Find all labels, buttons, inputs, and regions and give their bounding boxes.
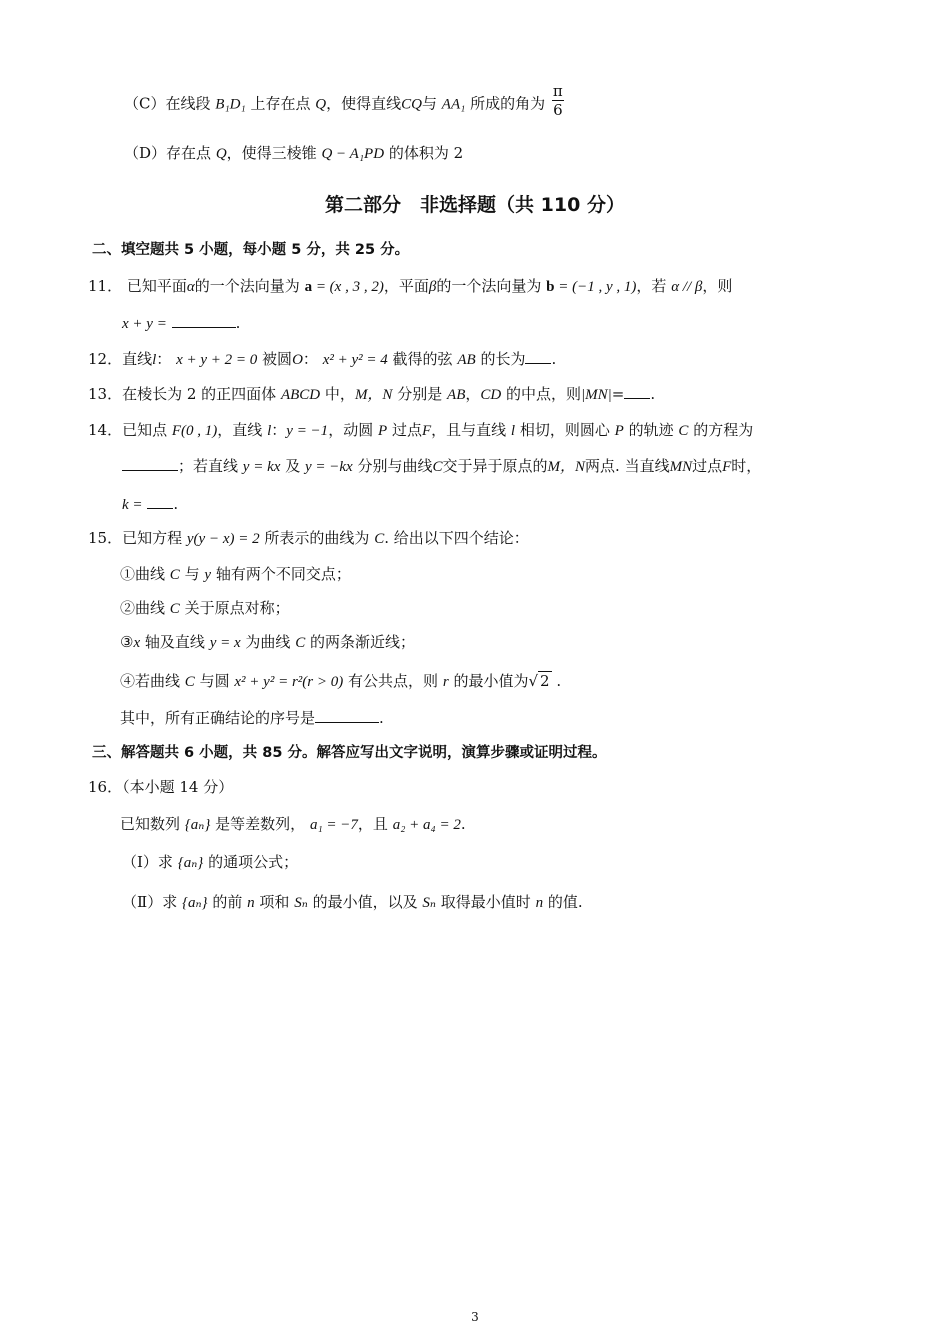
text: 的方程为 [693,421,754,439]
question-11 [88,276,732,297]
math-symbol: MN [669,459,693,475]
math-symbol: O [292,352,303,368]
math-symbol: C [169,601,180,617]
text: 所成的角为 [470,94,546,113]
text: 为曲线 [245,633,291,651]
math-symbol: n [247,895,255,911]
math-symbol: Sₙ [294,895,308,911]
math-symbol: y [204,567,212,583]
text: 的通项公式； [208,853,299,871]
text: 与 [184,565,200,583]
text: . [556,672,562,690]
question-number: 12． [88,350,123,368]
question-number: 14． [88,421,123,439]
math-symbol: P [377,423,388,439]
text: ： [302,350,318,368]
fraction-denominator: 6 [553,101,563,119]
answer-blank[interactable] [525,349,551,364]
answer-blank[interactable] [172,313,236,328]
text: 的一个法向量为 [194,277,300,295]
part2-heading: 第二部分 非选择题（共 110 分） [325,194,625,216]
text: ，直线 [217,421,263,439]
question-11-answer [122,313,240,334]
option-c-label: （C） [124,94,166,113]
math-expression: = (−1 , y , 1) [554,279,637,295]
math-sequence: {aₙ} [181,895,208,911]
math-expression: a₂ + a₄ = 2 [392,817,461,833]
math-expression: F(0 , 1) [171,423,218,439]
text: 过点 [692,457,723,475]
math-symbol: r [442,674,449,690]
math-symbol: C [295,635,306,651]
math-expression: y = −kx [304,459,353,475]
question-16 [88,777,233,797]
math-symbol: C [432,459,443,475]
math-symbol: Sₙ [422,895,436,911]
math-symbol: P [614,423,624,439]
text: 直线 [122,350,153,368]
answer-blank[interactable] [122,456,178,471]
text: . [379,709,384,727]
answer-blank[interactable] [624,384,650,399]
vector-b: b [546,279,555,295]
section3-title: 三、解答题共 6 小题，共 85 分。解答应写出文字说明，演算步骤或证明过程。 [92,745,607,761]
math-point: Q [315,96,327,113]
question-13 [88,384,655,405]
text: 的轨迹 [628,421,674,439]
question-12 [88,349,556,370]
math-expression: x² + y² = 4 [322,352,388,368]
math-expression: a₁ = −7 [309,817,358,833]
text: 分别是 [397,385,443,403]
question-number: 15． [88,529,123,547]
text: 在棱长为 2 的正四面体 [122,385,277,403]
math-symbol: l [510,423,516,439]
question-15 [88,528,529,549]
math-symbol: M，N [354,387,393,403]
math-segment: B₁D₁ [215,96,246,113]
conclusion-1 [120,564,351,585]
math-expression: α // β [671,279,703,295]
text: 的中点，则 [506,385,582,403]
math-expression: x + y + 2 = 0 [176,352,258,368]
math-symbol: AB [447,387,466,403]
math-symbol: x [133,635,141,651]
math-symbol: n [535,895,544,911]
text: ③ [120,633,134,651]
text: 分别与曲线 [357,457,433,475]
answer-blank[interactable] [315,708,379,723]
text: ，使得直线 [326,94,402,113]
text: 的体积为 2 [388,144,464,162]
section2-title: 二、填空题共 5 小题，每小题 5 分，共 25 分。 [92,242,410,258]
math-expression: |MN| [581,387,612,403]
text: ： [271,421,287,439]
text: ④若曲线 [120,672,181,690]
text: ②曲线 [120,599,166,617]
question-16-part1 [122,852,298,873]
text: 其中，所有正确结论的序号是 [120,709,316,727]
text: . [460,815,466,833]
math-symbol: l [152,352,157,368]
score-note: （本小题 14 分） [122,778,234,796]
text: 的最小值，以及 [312,893,418,911]
math-expression: k = [122,497,143,513]
text: ： [156,350,172,368]
text: 上存在点 [250,94,311,113]
text: . [551,350,557,368]
math-line: AA₁ [441,96,466,113]
text: 两点. 当直线 [585,457,670,475]
text: . 给出以下四个结论： [384,529,529,547]
math-symbol: F [722,459,732,475]
text: 截得的弦 [392,350,453,368]
math-symbol: C [184,674,195,690]
question-number: 13． [88,385,123,403]
text: . [173,495,179,513]
text: ；若直线 [178,457,239,475]
text: 是等差数列， [215,815,306,833]
math-sequence: {aₙ} [184,817,211,833]
text: 项和 [259,893,290,911]
text: 交于异于原点的 [442,457,548,475]
text: 被圆 [262,350,293,368]
text: ，动圆 [328,421,374,439]
math-expression: = (x , 3 , 2) [312,279,384,295]
option-c [124,82,566,123]
math-symbol: C [678,423,689,439]
conclusion-4 [120,671,561,692]
text: 轴及直线 [144,633,205,651]
question-14-line2 [122,456,761,477]
text: 中， [324,385,355,403]
text: 在线段 [165,94,211,113]
math-expression: y = kx [242,459,281,475]
text: 与圆 [199,672,230,690]
text: . [235,314,241,332]
math-expression: x + y = [122,316,167,332]
conclusion-3 [120,632,415,653]
text: 时， [731,457,762,475]
text: . [650,385,656,403]
radicand: 2 [540,672,550,690]
text: ，若 [636,277,667,295]
math-symbol: α [186,279,195,295]
math-symbol: CD [480,387,502,403]
text: ，则 [702,277,733,295]
math-symbol: β [428,279,437,295]
math-expression: y = −1 [286,423,329,439]
math-symbol: M，N [547,459,586,475]
text: 关于原点对称； [184,599,290,617]
math-expression: Q − A₁PD [321,146,385,162]
text: ，且 [357,815,388,833]
text: ，平面 [383,277,429,295]
question-15-final [120,708,384,728]
math-symbol: l [267,423,272,439]
text: 过点 [391,421,422,439]
text: （Ⅱ）求 [122,893,178,911]
math-expression: y(y − x) = 2 [186,531,260,547]
text: 的值. [547,893,583,911]
text: 的长为 [480,350,526,368]
question-16-part2 [122,892,583,913]
fraction-pi-over-6 [552,82,564,119]
math-sequence: {aₙ} [177,855,204,871]
question-number: 11． [88,277,123,295]
sqrt-2: √ 2 [528,672,550,690]
text: 相切，则圆心 [519,421,610,439]
option-d-label: （D） [124,144,167,162]
text: 的一个法向量为 [436,277,542,295]
text: 及 [285,457,301,475]
question-number: 16． [88,778,123,796]
math-expression: x² + y² = r²(r > 0) [234,674,344,690]
question-16-stem [120,814,466,835]
text: 有公共点，则 [348,672,439,690]
text: 已知数列 [120,815,181,833]
math-symbol: AB [457,352,476,368]
math-point: Q [215,146,227,162]
text: 与 [422,94,438,113]
text: 已知点 [122,421,168,439]
text: ， [465,385,481,403]
question-14 [88,420,753,441]
vector-a: a [304,279,313,295]
conclusion-2 [120,598,290,619]
answer-blank[interactable] [147,494,173,509]
text: （Ⅰ）求 [122,853,173,871]
math-symbol: C [169,567,180,583]
text: 所表示的曲线为 [264,529,370,547]
text: 已知方程 [122,529,183,547]
text: 存在点 [166,144,212,162]
math-symbol: C [374,531,385,547]
text: ，使得三棱锥 [226,144,317,162]
fraction-numerator: π [552,82,563,100]
text: = [611,385,625,403]
question-14-line3 [122,494,178,515]
text: 的前 [212,893,243,911]
text: 已知平面 [126,277,187,295]
text: 的最小值为 [453,672,529,690]
text: 的两条渐近线； [310,633,416,651]
option-d [124,143,463,164]
math-symbol: F [421,423,432,439]
math-line: CQ [401,96,422,113]
page-number: 3 [471,1310,479,1324]
math-expression: y = x [209,635,241,651]
text: ，且与直线 [431,421,507,439]
text: 轴有两个不同交点； [215,565,351,583]
text: ①曲线 [120,565,166,583]
text: 取得最小值时 [440,893,531,911]
math-symbol: ABCD [280,387,321,403]
